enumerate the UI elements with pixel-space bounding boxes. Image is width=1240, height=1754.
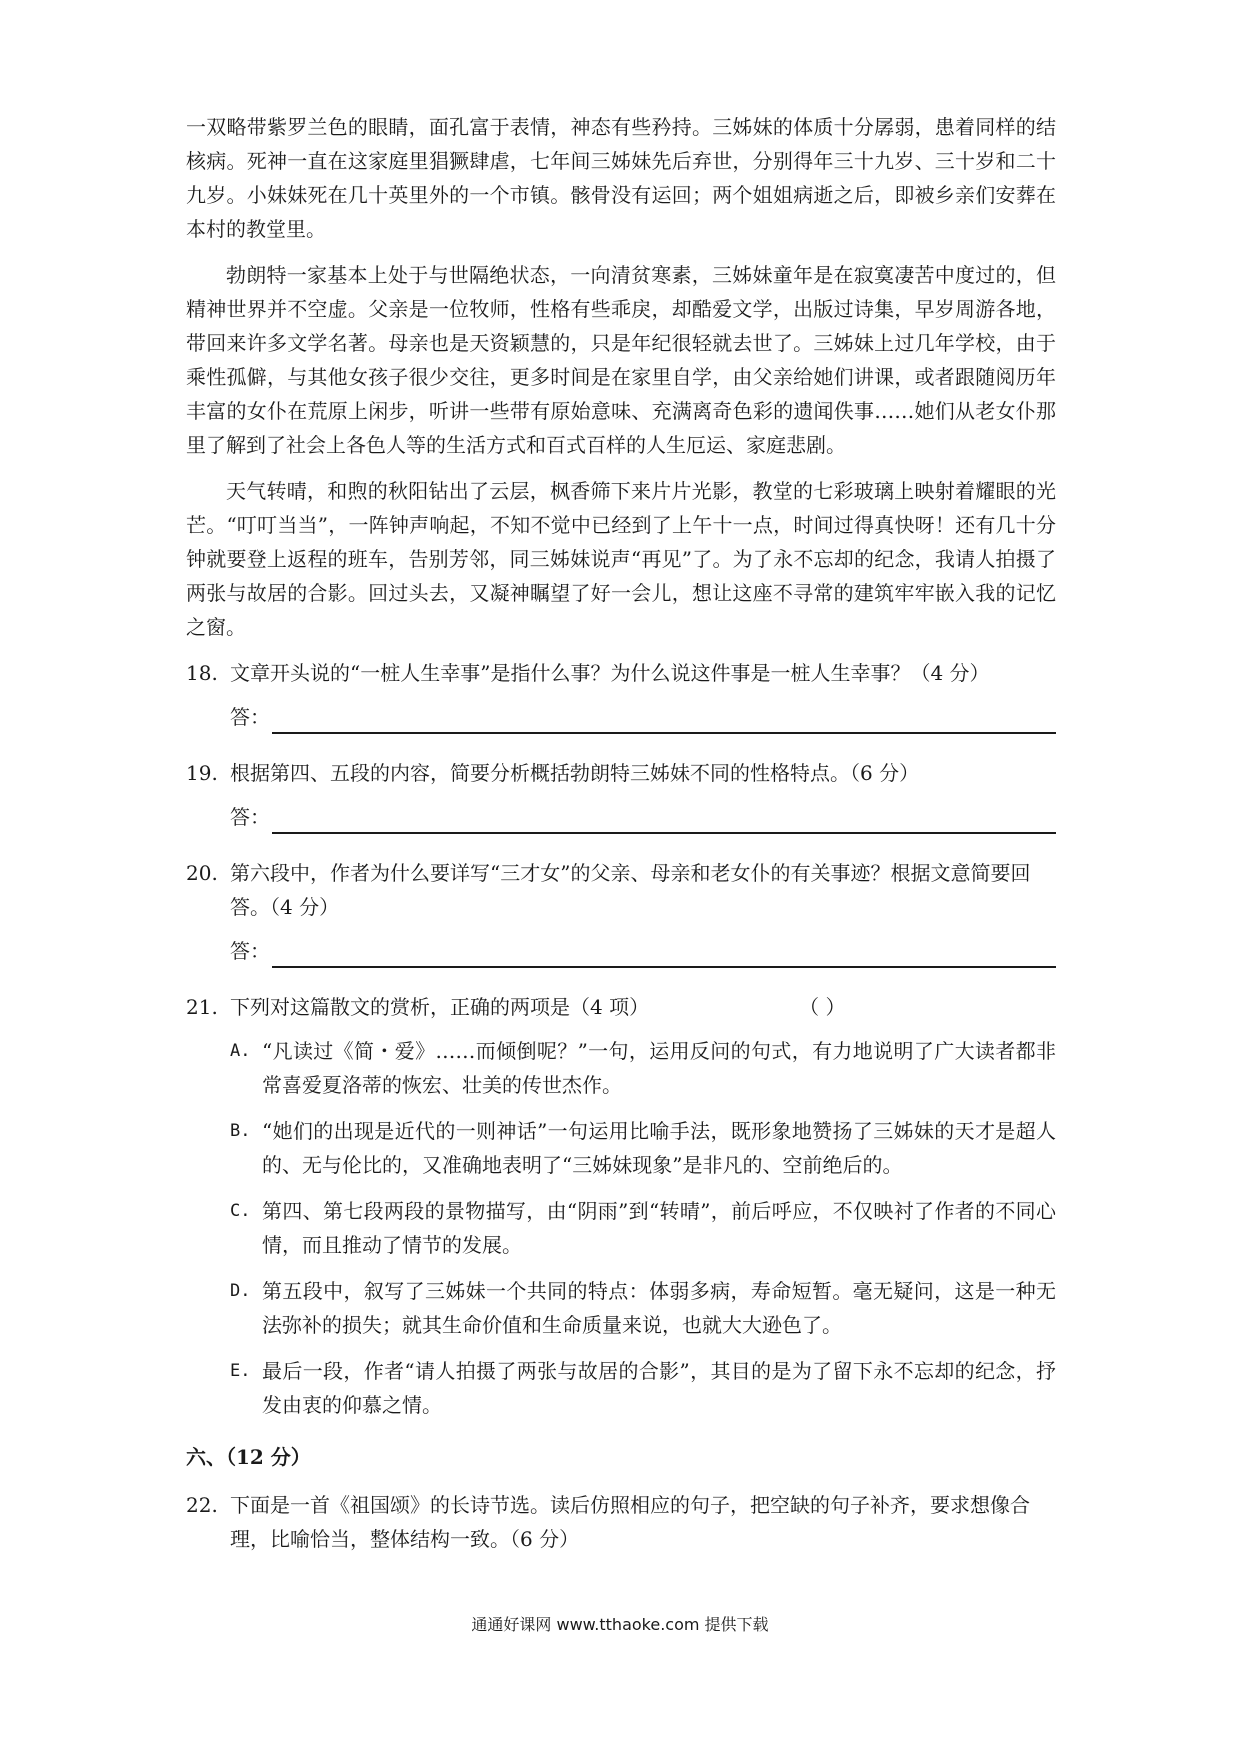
question-number: 22. [186, 1493, 218, 1517]
paragraph-2: 勃朗特一家基本上处于与世隔绝状态，一向清贫寒素，三姊妹童年是在寂寞凄苦中度过的，但精神世界并不空虚。父亲是一位牧师，性格有些乖戾，却酷爱文学，出版过诗集，早岁周游各地，带回来许多文学名著。母亲也是天资颖慧的，只是年纪很轻就去世了。三姊妹上过几年学校，由于乘性孤僻，与其他女孩子很少交往，更多时间是在家里自学，由父亲给她们讲课，或者跟随阅历年丰富的女仆在荒原上闲步，听讲一些带有原始意味、充满离奇色彩的遗闻佚事……她们从老女仆那里了解到了社会上各色人等的生活方式和百式百样的人生厄运、家庭悲剧。 [186, 263, 1056, 457]
question-21 [186, 990, 1056, 1422]
question-number: 18. [186, 661, 218, 685]
question-text: 根据第四、五段的内容，简要分析概括勃朗特三姊妹不同的性格特点。（6 分） [230, 761, 920, 785]
option-text: 第五段中，叙写了三姊妹一个共同的特点：体弱多病，寿命短暂。毫无疑问，这是一种无法弥补的损失；就其生命价值和生命质量来说，也就大大逊色了。 [262, 1279, 1056, 1337]
answer-underline [272, 710, 1056, 734]
section-six-heading: 六、（12 分） [186, 1445, 311, 1469]
question-text: 第六段中，作者为什么要详写“三才女”的父亲、母亲和老女仆的有关事迹？根据文意简要回答。（4 分） [230, 861, 1031, 919]
option-e [230, 1354, 1056, 1422]
option-label: B. [230, 1121, 251, 1141]
answer-parentheses[interactable]: （ ） [799, 995, 846, 1019]
option-text: 第四、第七段两段的景物描写，由“阴雨”到“转晴”，前后呼应，不仅映衬了作者的不同心情，而且推动了情节的发展。 [262, 1199, 1056, 1257]
answer-line[interactable] [230, 934, 1056, 968]
paragraph-3: 天气转晴，和煦的秋阳钻出了云层，枫香筛下来片片光影，教堂的七彩玻璃上映射着耀眼的光芒。“叮叮当当”，一阵钟声响起，不知不觉中已经到了上午十一点，时间过得真快呀！还有几十分钟就要登上返程的班车，告别芳邻，同三姊妹说声“再见”了。为了永不忘却的纪念，我请人拍摄了两张与故居的合影。回过头去，又凝神瞩望了好一会儿，想让这座不寻常的建筑牢牢嵌入我的记忆之窗。 [186, 479, 1056, 639]
answer-line[interactable] [230, 700, 1056, 734]
option-text: “她们的出现是近代的一则神话”一句运用比喻手法，既形象地赞扬了三姊妹的天才是超人的、无与伦比的，又准确地表明了“三姊妹现象”是非凡的、空前绝后的。 [262, 1119, 1056, 1177]
option-label: E. [230, 1361, 251, 1381]
option-b [230, 1114, 1056, 1182]
page-footer: 通通好课网 www.tthaoke.com 提供下载 [471, 1615, 769, 1634]
document-page [186, 110, 1056, 1562]
paragraph-1: 一双略带紫罗兰色的眼睛，面孔富于表情，神态有些矜持。三姊妹的体质十分孱弱，患着同样的结核病。死神一直在这家庭里猖獗肆虐，七年间三姊妹先后弃世，分别得年三十九岁、三十岁和二十九岁。小妹妹死在几十英里外的一个市镇。骸骨没有运回；两个姐姐病逝之后，即被乡亲们安葬在本村的教堂里。 [186, 115, 1056, 241]
answer-label: 答： [230, 939, 270, 963]
question-number: 19. [186, 761, 218, 785]
option-label: D. [230, 1281, 251, 1301]
question-text: 文章开头说的“一桩人生幸事”是指什么事？为什么说这件事是一桩人生幸事？（4 分） [230, 661, 990, 685]
question-22 [186, 1488, 1056, 1556]
answer-label: 答： [230, 705, 270, 729]
question-text: 下面是一首《祖国颂》的长诗节选。读后仿照相应的句子，把空缺的句子补齐，要求想像合理，比喻恰当，整体结构一致。（6 分） [230, 1493, 1030, 1551]
question-18 [186, 656, 1056, 734]
option-c [230, 1194, 1056, 1262]
option-a [230, 1034, 1056, 1102]
answer-label: 答： [230, 805, 270, 829]
answer-line[interactable] [230, 800, 1056, 834]
question-number: 20. [186, 861, 218, 885]
option-d [230, 1274, 1056, 1342]
question-number: 21. [186, 995, 218, 1019]
question-19 [186, 756, 1056, 834]
option-label: A. [230, 1041, 251, 1061]
option-label: C. [230, 1201, 251, 1221]
answer-underline [272, 810, 1056, 834]
option-text: “凡读过《简・爱》……而倾倒呢？”一句，运用反问的句式，有力地说明了广大读者都非常喜爱夏洛蒂的恢宏、壮美的传世杰作。 [262, 1039, 1056, 1097]
answer-underline [272, 944, 1056, 968]
option-text: 最后一段，作者“请人拍摄了两张与故居的合影”，其目的是为了留下永不忘却的纪念，抒发由衷的仰慕之情。 [262, 1359, 1056, 1417]
question-20 [186, 856, 1056, 968]
question-text: 下列对这篇散文的赏析，正确的两项是（4 项） [230, 995, 650, 1019]
